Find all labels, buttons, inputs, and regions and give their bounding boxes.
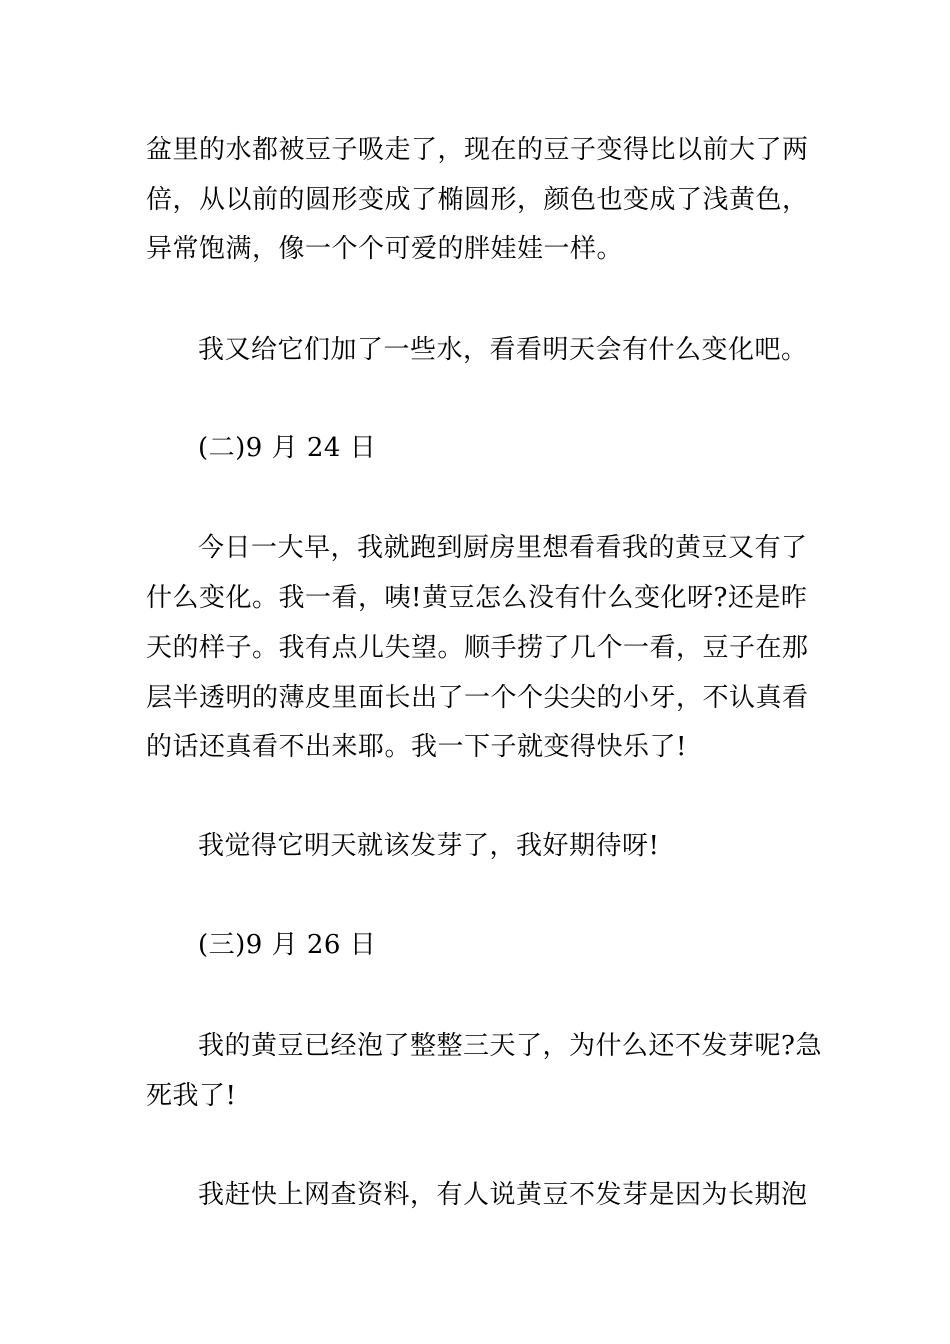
text-line: (二)9 月 24 日	[198, 433, 377, 463]
text-line: 什么变化。我一看，咦!黄豆怎么没有什么变化呀?还是昨	[146, 583, 808, 613]
text-line: 天的样子。我有点儿失望。顺手捞了几个一看，豆子在那	[146, 633, 809, 663]
text-line: 我觉得它明天就该发芽了，我好期待呀!	[198, 831, 660, 861]
text-line: 我赶快上网查资料，有人说黄豆不发芽是因为长期泡	[198, 1180, 808, 1210]
text-line: 的话还真看不出来耶。我一下子就变得快乐了!	[146, 732, 687, 762]
text-line: 我的黄豆已经泡了整整三天了，为什么还不发芽呢?急	[198, 1031, 822, 1061]
text-line: 今日一大早，我就跑到厨房里想看看我的黄豆又有了	[198, 533, 808, 563]
text-line: 盆里的水都被豆子吸走了，现在的豆子变得比以前大了两	[146, 135, 809, 165]
text-line: 异常饱满，像一个个可爱的胖娃娃一样。	[146, 234, 624, 264]
text-line: (三)9 月 26 日	[198, 930, 377, 960]
text-line: 层半透明的薄皮里面长出了一个个尖尖的小牙，不认真看	[146, 683, 809, 713]
text-line: 死我了!	[146, 1081, 237, 1111]
text-line: 我又给它们加了一些水，看看明天会有什么变化吧。	[198, 335, 808, 365]
text-line: 倍，从以前的圆形变成了椭圆形，颜色也变成了浅黄色，	[146, 185, 809, 215]
